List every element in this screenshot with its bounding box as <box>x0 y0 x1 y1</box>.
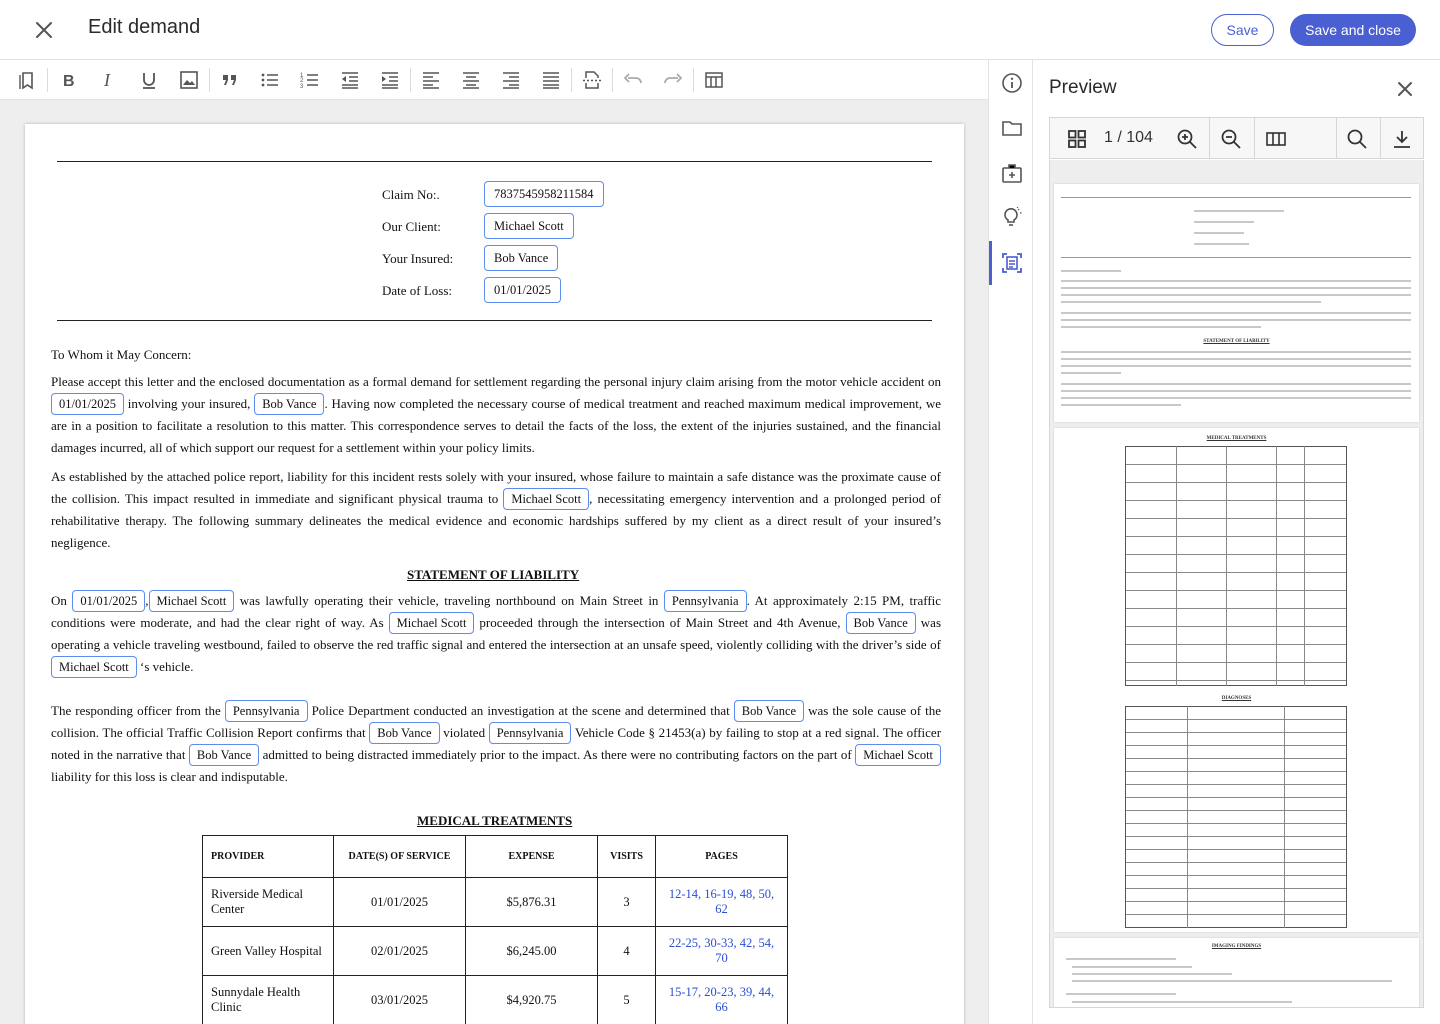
insured-chip[interactable]: Bob Vance <box>369 722 439 744</box>
paragraph-police-report: The responding officer from the Pennsylvania Police Department conducted an investigation at the scene and determined that Bob Vance was the sole cause of the collision. The official Traffic Collision Report confirms that Bob Vance violated Pennsylvania Vehicle Code § 21453(a) by failing to stop at a red signal. The officer noted in the narrative that Bob Vance admitted to being distracted immediately prior to the impact. As there were no contributing factors on the part of Michael Scott liability for this loss is clear and indisputable. <box>51 700 941 788</box>
claim-number-field[interactable]: 7837545958211584 <box>484 181 604 207</box>
pages-link[interactable]: 12-14, 16-19, 48, 50, 62 <box>656 878 788 927</box>
save-and-close-button[interactable]: Save and close <box>1290 14 1416 46</box>
table-header: PROVIDER <box>203 836 334 878</box>
align-center-icon[interactable] <box>461 70 481 90</box>
table-row <box>203 878 788 927</box>
bold-icon[interactable] <box>59 70 79 90</box>
medical-treatments-table <box>202 835 788 1024</box>
indent-icon[interactable] <box>380 70 400 90</box>
outdent-icon[interactable] <box>340 70 360 90</box>
quote-icon[interactable] <box>220 70 240 90</box>
treatments-heading: MEDICAL TREATMENTS <box>417 813 573 828</box>
pages-link[interactable]: 15-17, 20-23, 39, 44, 66 <box>656 976 788 1024</box>
expense-cell: $5,876.31 <box>466 878 598 927</box>
align-right-icon[interactable] <box>501 70 521 90</box>
table-row <box>203 927 788 976</box>
image-icon[interactable] <box>179 70 199 90</box>
preview-pages[interactable] <box>1049 160 1424 1008</box>
client-chip[interactable]: Michael Scott <box>855 744 941 766</box>
thumb-heading: MEDICAL TREATMENTS <box>1206 436 1267 441</box>
date-cell: 03/01/2025 <box>334 976 466 1024</box>
thumb-heading: IMAGING FINDINGS <box>1211 944 1262 949</box>
two-page-view-icon[interactable] <box>1265 128 1287 150</box>
svg-text:B: B <box>63 73 75 90</box>
lightbulb-icon[interactable] <box>1001 206 1023 228</box>
preview-panel <box>1034 60 1440 1024</box>
date-chip[interactable]: 01/01/2025 <box>72 590 145 612</box>
provider-cell: Riverside Medical Center <box>203 878 334 927</box>
active-indicator <box>989 241 992 285</box>
document-scan-icon[interactable] <box>1001 252 1023 274</box>
table-row <box>203 976 788 1024</box>
editor-toolbar <box>0 60 988 100</box>
client-chip[interactable]: Michael Scott <box>503 488 589 510</box>
svg-text:2: 2 <box>300 78 304 84</box>
state-chip[interactable]: Pennsylvania <box>664 590 747 612</box>
visits-cell: 5 <box>598 976 656 1024</box>
table-header: DATE(S) OF SERVICE <box>334 836 466 878</box>
state-chip[interactable]: Pennsylvania <box>225 700 308 722</box>
claim-number-label: Claim No:. <box>382 187 440 202</box>
salutation: To Whom it May Concern: <box>51 347 192 362</box>
your-insured-label: Your Insured: <box>382 251 454 266</box>
italic-icon[interactable] <box>99 70 119 90</box>
close-icon[interactable] <box>1395 79 1415 99</box>
page-break-icon[interactable] <box>582 70 602 90</box>
align-left-icon[interactable] <box>421 70 441 90</box>
thumb-heading: DIAGNOSES <box>1221 696 1252 701</box>
date-of-loss-field[interactable]: 01/01/2025 <box>484 277 561 303</box>
page-indicator[interactable]: 1 / 104 <box>1104 129 1153 146</box>
table-header: VISITS <box>598 836 656 878</box>
thumb-heading: STATEMENT OF LIABILITY <box>1203 339 1270 344</box>
date-cell: 02/01/2025 <box>334 927 466 976</box>
side-rail <box>988 60 1033 1024</box>
your-insured-field[interactable]: Bob Vance <box>484 245 558 271</box>
client-chip[interactable]: Michael Scott <box>389 612 475 634</box>
table-header: EXPENSE <box>466 836 598 878</box>
svg-text:3: 3 <box>300 84 304 90</box>
preview-page-thumbnail[interactable] <box>1054 938 1419 1008</box>
preview-page-thumbnail[interactable] <box>1054 184 1419 422</box>
svg-text:I: I <box>104 70 110 90</box>
our-client-label: Our Client: <box>382 219 441 234</box>
redo-icon[interactable] <box>663 70 683 90</box>
medical-kit-icon[interactable] <box>1001 162 1023 184</box>
grid-view-icon[interactable] <box>1066 128 1088 150</box>
date-chip[interactable]: 01/01/2025 <box>51 393 124 415</box>
expense-cell: $4,920.75 <box>466 976 598 1024</box>
table-header: PAGES <box>656 836 788 878</box>
download-icon[interactable] <box>1391 128 1413 150</box>
top-bar <box>0 0 1440 60</box>
preview-toolbar <box>1049 117 1424 159</box>
visits-cell: 3 <box>598 878 656 927</box>
save-button[interactable]: Save <box>1211 14 1274 46</box>
numbered-list-icon[interactable] <box>300 70 320 90</box>
client-chip[interactable]: Michael Scott <box>51 656 137 678</box>
insured-chip[interactable]: Bob Vance <box>254 393 324 415</box>
preview-title: Preview <box>1049 77 1117 98</box>
expense-cell: $6,245.00 <box>466 927 598 976</box>
underline-icon[interactable] <box>139 70 159 90</box>
bookmark-icon[interactable] <box>18 70 38 90</box>
insured-chip[interactable]: Bob Vance <box>846 612 916 634</box>
date-of-loss-label: Date of Loss: <box>382 283 453 298</box>
insured-chip[interactable]: Bob Vance <box>189 744 259 766</box>
provider-cell: Green Valley Hospital <box>203 927 334 976</box>
state-chip[interactable]: Pennsylvania <box>489 722 572 744</box>
insured-chip[interactable]: Bob Vance <box>734 700 804 722</box>
svg-text:1: 1 <box>300 73 304 79</box>
paragraph-liability-summary: As established by the attached police report, liability for this incident rests solely with your insured, whose failure to maintain a safe distance was the proximate cause of the collision. This impact resulted in immediate and significant physical trauma to Michael Scott , necessitating emergency intervention and a prolonged period of rehabilitative therapy. The following summary delineates the medical evidence and economic hardships suffered by my client as a direct result of your insured’s negligence. <box>51 469 941 550</box>
paragraph-intro: Please accept this letter and the enclosed documentation as a formal demand for settlement regarding the personal injury claim arising from the motor vehicle accident on 01/01/2025 involving your insured, Bob Vance . Having now completed the necessary course of medical treatment and reached maximum medical improvement, we are in a position to facilitate a resolution to this matter. This correspondence serves to detail the facts of the loss, the extent of the injuries sustained, and the financial damages incurred, all of which support our request for a settlement within your policy limits. <box>51 374 942 455</box>
folder-icon[interactable] <box>1001 117 1023 139</box>
bullet-list-icon[interactable] <box>260 70 280 90</box>
liability-heading: STATEMENT OF LIABILITY <box>407 567 580 582</box>
info-icon[interactable] <box>1001 72 1023 94</box>
zoom-in-icon[interactable] <box>1176 128 1198 150</box>
editor-canvas <box>0 100 988 1024</box>
preview-page-thumbnail[interactable] <box>1054 428 1419 932</box>
pages-link[interactable]: 22-25, 30-33, 42, 54, 70 <box>656 927 788 976</box>
table-icon[interactable] <box>704 70 724 90</box>
paragraph-liability: On 01/01/2025 , Michael Scott was lawfully operating their vehicle, traveling northbound on Main Street in Pennsylvania . At approximately 2:15 PM, traffic conditions were moderate, and had the clear right of way. As Michael Scott proceeded through the intersection of Main Street and 4th Avenue, Bob Vance was operating a vehicle traveling westbound, failed to observe the red traffic signal and entered the intersection at an unsafe speed, violently colliding with the driver’s side of Michael Scott ‘s vehicle. <box>51 590 941 678</box>
visits-cell: 4 <box>598 927 656 976</box>
close-icon[interactable] <box>33 19 55 41</box>
demand-letter-page[interactable] <box>25 124 964 1024</box>
client-chip[interactable]: Michael Scott <box>149 590 235 612</box>
zoom-out-icon[interactable] <box>1220 128 1242 150</box>
search-icon[interactable] <box>1346 128 1368 150</box>
justify-icon[interactable] <box>541 70 561 90</box>
provider-cell: Sunnydale Health Clinic <box>203 976 334 1024</box>
date-cell: 01/01/2025 <box>334 878 466 927</box>
page-title: Edit demand <box>88 16 201 38</box>
undo-icon[interactable] <box>623 70 643 90</box>
our-client-field[interactable]: Michael Scott <box>484 213 574 239</box>
